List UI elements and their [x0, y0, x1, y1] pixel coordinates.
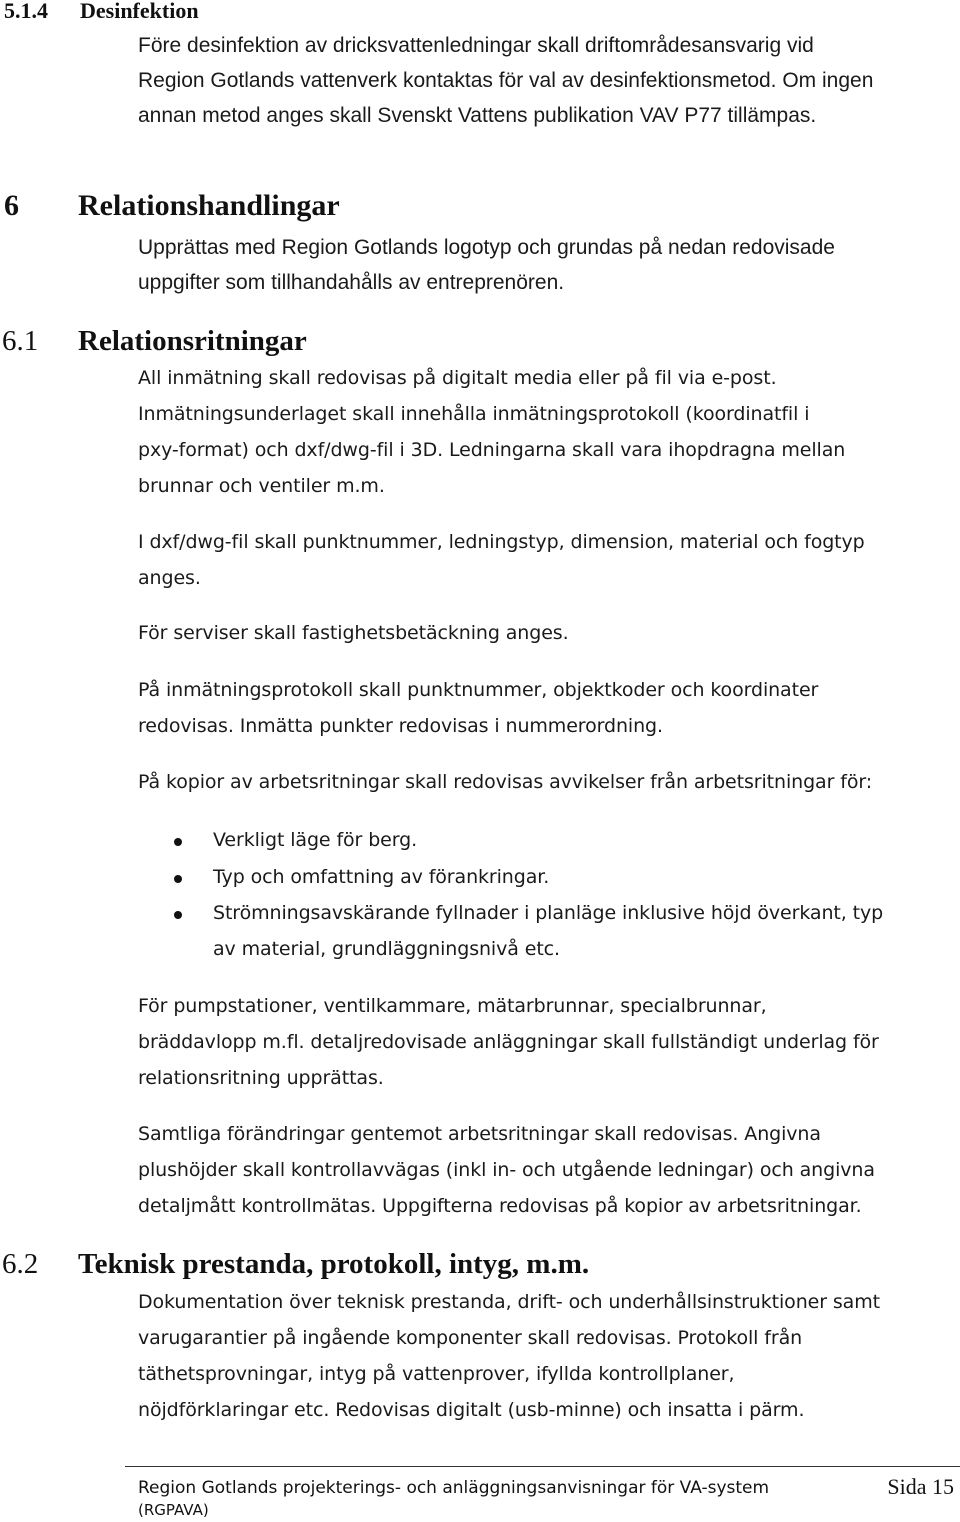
paragraph-line: Region Gotlands vattenverk kontaktas för val av desinfektionsmetod. Om ingen — [138, 69, 874, 92]
paragraph-line: På inmätningsprotokoll skall punktnummer, objektkoder och koordinater — [138, 679, 819, 701]
paragraph-line: detaljmått kontrollmätas. Uppgifterna redovisas på kopior av arbetsritningar. — [138, 1195, 862, 1217]
paragraph-line: täthetsprovningar, intyg på vattenprover, ifyllda kontrollplaner, — [138, 1363, 735, 1385]
footer-title: Region Gotlands projekterings- och anläggningsanvisningar för VA-system — [138, 1478, 770, 1498]
paragraph-line: relationsritning upprättas. — [138, 1067, 384, 1089]
paragraph-line: varugarantier på ingående komponenter skall redovisas. Protokoll från — [138, 1327, 803, 1349]
chapter-number: 6 — [4, 189, 19, 222]
section-number: 6.1 — [2, 325, 39, 357]
paragraph-line: annan metod anges skall Svenskt Vattens publikation VAV P77 tillämpas. — [138, 104, 817, 127]
section-title: Desinfektion — [80, 0, 199, 23]
paragraph-line: Inmätningsunderlaget skall innehålla inmätningsprotokoll (koordinatfil i — [138, 403, 810, 425]
paragraph-line: bräddavlopp m.fl. detaljredovisade anläggningar skall fullständigt underlag för — [138, 1031, 879, 1053]
bullet-icon — [174, 838, 182, 846]
paragraph-line: brunnar och ventiler m.m. — [138, 475, 385, 497]
paragraph-line: Samtliga förändringar gentemot arbetsritningar skall redovisas. Angivna — [138, 1123, 821, 1145]
bullet-icon — [174, 911, 182, 919]
paragraph-line: plushöjder skall kontrollavvägas (inkl in- och utgående ledningar) och angivna — [138, 1159, 875, 1181]
list-item: Typ och omfattning av förankringar. — [213, 866, 550, 888]
bullet-icon — [174, 875, 182, 883]
paragraph-line: På kopior av arbetsritningar skall redovisas avvikelser från arbetsritningar för: — [138, 771, 873, 793]
footer-abbreviation: (RGPAVA) — [138, 1501, 209, 1519]
paragraph-line: I dxf/dwg-fil skall punktnummer, ledningstyp, dimension, material och fogtyp — [138, 531, 865, 553]
section-title: Teknisk prestanda, protokoll, intyg, m.m. — [78, 1248, 590, 1280]
paragraph-line: Upprättas med Region Gotlands logotyp och grundas på nedan redovisade — [138, 236, 835, 259]
paragraph-line: redovisas. Inmätta punkter redovisas i nummerordning. — [138, 715, 663, 737]
list-item-continuation: av material, grundläggningsnivå etc. — [213, 938, 560, 960]
section-number: 5.1.4 — [4, 0, 48, 23]
section-title: Relationsritningar — [78, 325, 307, 357]
paragraph-line: anges. — [138, 567, 201, 589]
section-number: 6.2 — [2, 1248, 39, 1280]
list-item: Strömningsavskärande fyllnader i planläge inklusive höjd överkant, typ — [213, 902, 884, 924]
paragraph-line: All inmätning skall redovisas på digitalt media eller på fil via e-post. — [138, 367, 777, 389]
paragraph-line: Före desinfektion av dricksvattenledningar skall driftområdesansvarig vid — [138, 34, 814, 57]
paragraph-line: pxy-format) och dxf/dwg-fil i 3D. Ledningarna skall vara ihopdragna mellan — [138, 439, 846, 461]
footer-divider — [125, 1466, 960, 1467]
paragraph-line: För serviser skall fastighetsbetäckning anges. — [138, 622, 569, 644]
paragraph-line: För pumpstationer, ventilkammare, mätarbrunnar, specialbrunnar, — [138, 995, 767, 1017]
paragraph-line: Dokumentation över teknisk prestanda, drift- och underhållsinstruktioner samt — [138, 1291, 880, 1313]
paragraph-line: nöjdförklaringar etc. Redovisas digitalt (usb-minne) och insatta i pärm. — [138, 1399, 805, 1421]
chapter-title: Relationshandlingar — [78, 189, 340, 222]
paragraph-line: uppgifter som tillhandahålls av entreprenören. — [138, 271, 565, 294]
list-item: Verkligt läge för berg. — [213, 829, 418, 851]
page-number: Sida 15 — [887, 1474, 954, 1499]
